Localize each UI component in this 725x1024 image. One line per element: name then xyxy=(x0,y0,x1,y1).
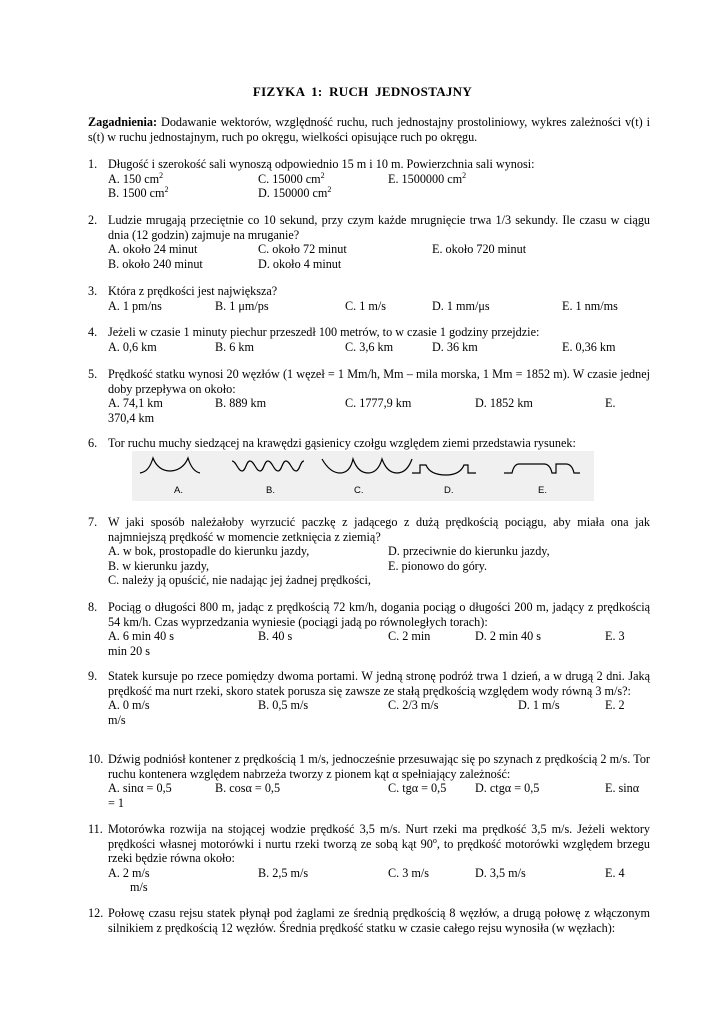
option-a[interactable]: A. 1 pm/ns xyxy=(108,298,162,313)
question-number: 5. xyxy=(88,367,98,381)
option-b[interactable]: B. cosα = 0,5 xyxy=(215,781,281,796)
trajectory-c xyxy=(322,459,412,473)
question-text: Tor ruchu muchy siedzącej na krawędzi gąsienicy czołgu względem ziemi przedstawia rysunek: xyxy=(108,436,576,450)
option-d[interactable]: D. 1 mm/μs xyxy=(432,298,490,313)
question-number: 6. xyxy=(88,436,98,450)
option-e-continuation: m/s xyxy=(130,880,148,895)
option-b[interactable]: B. w kierunku jazdy, xyxy=(108,558,210,573)
option-e-continuation: 370,4 km xyxy=(108,410,155,425)
option-b[interactable]: B. 2,5 m/s xyxy=(258,865,309,880)
question-text: Prędkość statku wynosi 20 węzłów (1 węzeł = 1 Mm/h, Mm – mila morska, 1 Mm = 1852 m). W czasie jednej doby przepływa on około: xyxy=(108,367,650,396)
option-b[interactable]: B. 889 km xyxy=(215,396,267,411)
page-title: FIZYKA 1: RUCH JEDNOSTAJNY xyxy=(252,84,473,99)
option-b[interactable]: B. 1500 $cm^2$ xyxy=(108,185,169,201)
option-c[interactable]: C. 1777,9 km xyxy=(345,396,412,411)
answer-options xyxy=(108,629,650,644)
option-a[interactable]: A. około 24 minut xyxy=(108,242,198,257)
question-6 xyxy=(88,436,650,451)
question-text: Motorówka rozwija na stojącej wodzie prędkość 3,5 m/s. Nurt rzeki ma prędkość 3,5 m/s. Jeżeli wektory prędkości własnej motorówki i nurtu rzeki tworzą ze sobą kąt 90$^o$, to prędkość motorówki względem brzegu rzeki będzie równa około: xyxy=(108,822,650,866)
option-b[interactable]: B. 40 s xyxy=(258,629,293,644)
option-d[interactable]: D. przeciwnie do kierunku jazdy, xyxy=(388,544,550,559)
question-11 xyxy=(88,822,650,895)
topics-label: Zagadnienia: xyxy=(88,115,158,129)
answer-options xyxy=(108,340,650,355)
question-text: Dźwig podniósł kontener z prędkością 1 m/s, jednocześnie przesuwając się po szynach z prędkością 2 m/s. Tor ruchu kontenera względem nabrzeża tworzy z pionem kąt α spełniający zależność: xyxy=(108,752,650,781)
question-text: Pociąg o długości 800 m, jadąc z prędkością 72 km/h, dogania pociąg o długości 200 m, jadący z prędkością 54 km/h. Czas wyprzedzania wyniesie (pociągi jadą po równoległych torach): xyxy=(108,600,650,629)
question-text: Jeżeli w czasie 1 minuty piechur przeszedł 100 metrów, to w czasie 1 godziny przejdzie: xyxy=(108,325,540,339)
option-e-continuation: = 1 xyxy=(108,795,125,810)
option-d[interactable]: D. ctgα = 0,5 xyxy=(475,781,540,796)
option-e[interactable]: E. 1 nm/ms xyxy=(562,298,618,313)
answer-options xyxy=(108,172,650,201)
question-number: 4. xyxy=(88,325,98,339)
question-4 xyxy=(88,325,650,354)
question-text: W jaki sposób należałoby wyrzucić paczkę z jadącego z dużą prędkością pociągu, aby miała ona jak najmniejszą prędkość w momencie zetknięcia z ziemią? xyxy=(108,515,650,544)
option-e[interactable]: E. 0,36 km xyxy=(562,339,616,354)
option-d[interactable]: D. 2 min 40 s xyxy=(475,629,542,644)
topics-text: Dodawanie wektorów, względność ruchu, ruch jednostajny prostoliniowy, wykres zależności v(t) i s(t) w ruchu jednostajnym, ruch po okręgu, wielkości opisujące ruch po okręgu. xyxy=(88,115,650,144)
trajectory-figure xyxy=(132,451,594,501)
figure-label-a: A. xyxy=(174,485,183,496)
option-d[interactable]: D. 36 km xyxy=(432,339,478,354)
option-d[interactable]: D. 1852 km xyxy=(475,396,533,411)
option-a[interactable]: A. sinα = 0,5 xyxy=(108,781,172,796)
answer-options xyxy=(108,544,650,588)
answer-options xyxy=(108,299,650,314)
option-d[interactable]: D. około 4 minut xyxy=(258,256,342,271)
option-b[interactable]: B. 1 μm/ps xyxy=(215,298,269,313)
option-c[interactable]: C. 2/3 m/s xyxy=(388,698,439,713)
option-e[interactable]: E. 4 xyxy=(605,865,625,880)
question-7 xyxy=(88,515,650,588)
question-number: 1. xyxy=(88,157,98,171)
option-a[interactable]: A. 0,6 km xyxy=(108,339,157,354)
option-e-continuation: m/s xyxy=(108,712,126,727)
option-a[interactable]: A. 0 m/s xyxy=(108,698,150,713)
option-b[interactable]: B. około 240 minut xyxy=(108,256,203,271)
option-e-continuation: min 20 s xyxy=(108,643,150,658)
option-c[interactable]: C. 2 min xyxy=(388,629,431,644)
option-e[interactable]: E. pionowo do góry. xyxy=(388,558,488,573)
figure-label-b: B. xyxy=(266,485,275,496)
question-5 xyxy=(88,367,650,425)
figure-label-c: C. xyxy=(354,485,364,496)
option-e[interactable]: E. xyxy=(605,396,616,411)
question-text: Długość i szerokość sali wynoszą odpowiednio 15 m i 10 m. Powierzchnia sali wynosi: xyxy=(108,157,535,171)
question-number: 3. xyxy=(88,284,98,298)
option-d[interactable]: D. 1 m/s xyxy=(518,698,560,713)
answer-options xyxy=(108,698,650,713)
answer-options xyxy=(108,866,650,881)
question-8 xyxy=(88,600,650,658)
option-c[interactable]: C. 3 m/s xyxy=(388,865,429,880)
question-number: 11. xyxy=(88,822,103,836)
trajectory-a xyxy=(140,458,200,473)
question-number: 12. xyxy=(88,906,104,920)
question-text: Połowę czasu rejsu statek płynął pod żaglami ze średnią prędkością 8 węzłów, a drugą połowę z włączonym silnikiem z prędkością 12 węzłów. Średnia prędkość statku w czasie całego rejsu wynosiła (w węzłach): xyxy=(108,906,650,935)
question-number: 10. xyxy=(88,752,104,766)
figure-label-e: E. xyxy=(538,485,547,496)
question-number: 8. xyxy=(88,600,98,614)
option-e[interactable]: E. około 720 minut xyxy=(432,242,527,257)
option-c[interactable]: C. tgα = 0,5 xyxy=(388,781,447,796)
answer-options xyxy=(108,781,650,796)
question-10 xyxy=(88,752,650,810)
question-1 xyxy=(88,157,650,201)
figure-label-d: D. xyxy=(444,485,454,496)
option-e[interactable]: E. 1500000 $cm^2$ xyxy=(388,170,467,186)
option-c[interactable]: C. należy ją opuścić, nie nadając jej żadnej prędkości, xyxy=(108,573,371,588)
option-a[interactable]: A. w bok, prostopadle do kierunku jazdy, xyxy=(108,544,310,559)
option-d[interactable]: D. 150000 $cm^2$ xyxy=(258,185,332,201)
option-c[interactable]: C. 3,6 km xyxy=(345,339,394,354)
question-text: Statek kursuje po rzece pomiędzy dwoma portami. W jedną stronę podróż trwa 1 dzień, a w drugą 2 dni. Jaką prędkość ma nurt rzeki, skoro statek porusza się zawsze ze stałą prędkością względem wody równą 3 m/s?: xyxy=(108,669,650,698)
option-c[interactable]: C. 15000 $cm^2$ xyxy=(258,170,325,186)
option-e[interactable]: E. 3 xyxy=(605,629,625,644)
question-number: 7. xyxy=(88,515,98,529)
option-c[interactable]: C. 1 m/s xyxy=(345,298,386,313)
answer-options xyxy=(108,396,650,411)
option-a[interactable]: A. 74,1 km xyxy=(108,396,163,411)
option-a[interactable]: A. 6 min 40 s xyxy=(108,629,175,644)
trajectory-b xyxy=(232,461,304,471)
question-text: Ludzie mrugają przeciętnie co 10 sekund, przy czym każde mrugnięcie trwa 1/3 sekundy. Ile czasu w ciągu dnia (12 godzin) zajmuje na mruganie? xyxy=(108,213,650,242)
question-3 xyxy=(88,284,650,313)
option-b[interactable]: B. 0,5 m/s xyxy=(258,698,309,713)
question-number: 9. xyxy=(88,669,98,683)
trajectory-e xyxy=(504,464,580,473)
answer-options xyxy=(108,242,650,271)
option-d[interactable]: D. 3,5 m/s xyxy=(475,865,526,880)
trajectory-d xyxy=(412,465,476,475)
option-e[interactable]: E. sinα xyxy=(605,781,640,796)
option-a[interactable]: A. 2 m/s xyxy=(108,865,150,880)
option-a[interactable]: A. 150 $cm^2$ xyxy=(108,170,164,186)
question-9 xyxy=(88,669,650,727)
question-text: Która z prędkości jest największa? xyxy=(108,284,278,298)
question-number: 2. xyxy=(88,213,98,227)
option-c[interactable]: C. około 72 minut xyxy=(258,242,347,257)
option-b[interactable]: B. 6 km xyxy=(215,339,254,354)
topics-paragraph xyxy=(88,115,650,145)
question-2 xyxy=(88,213,650,271)
question-12 xyxy=(88,906,650,935)
option-e[interactable]: E. 2 xyxy=(605,698,625,713)
